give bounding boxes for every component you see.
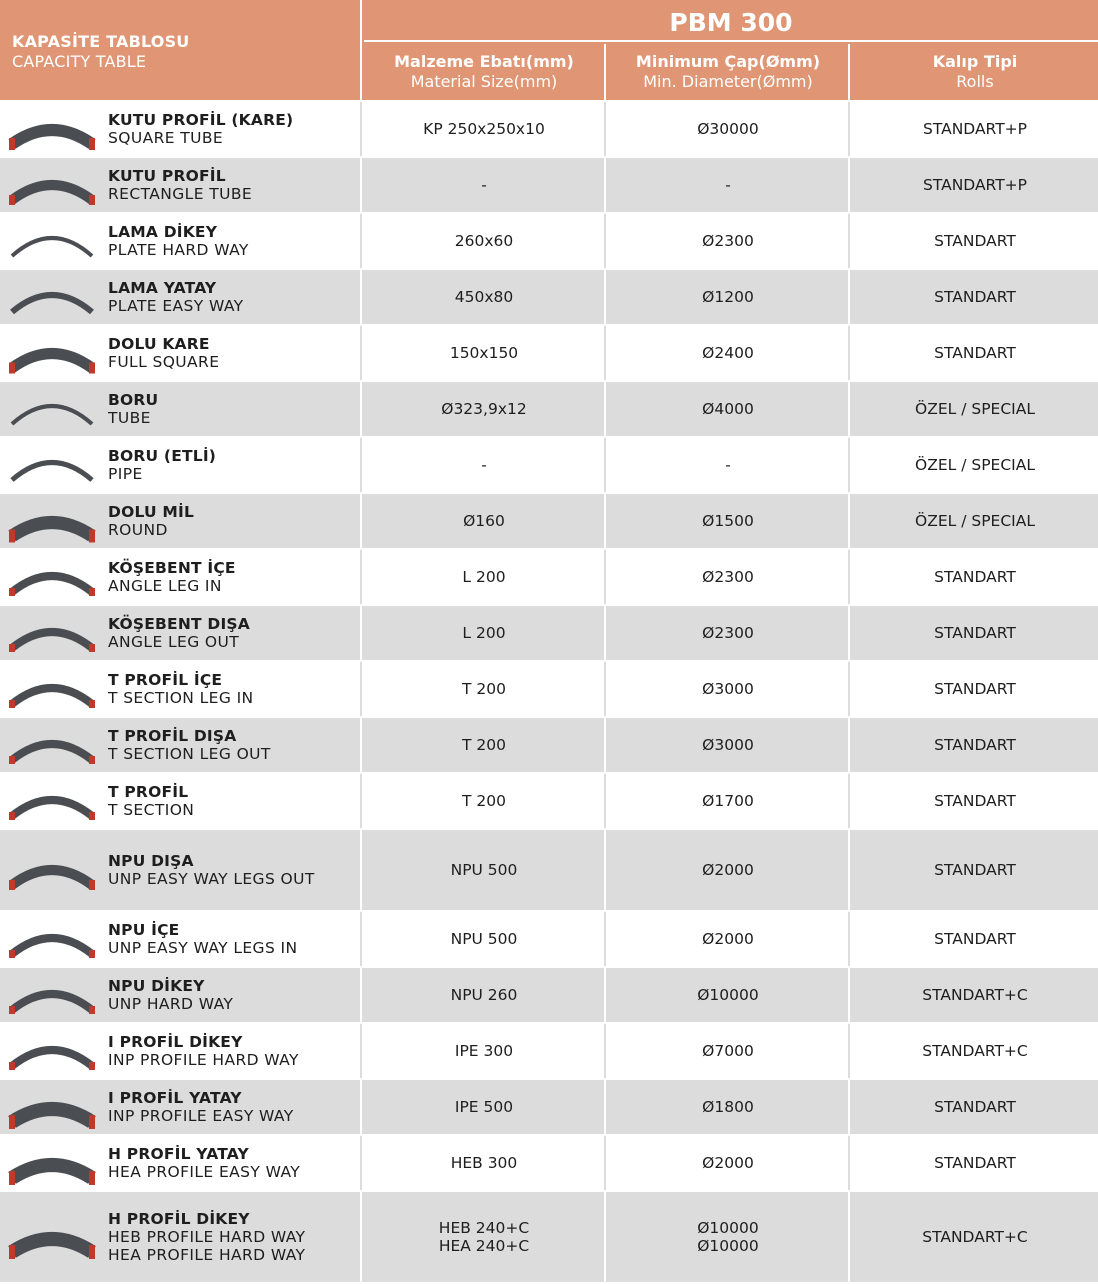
profile-cell: [0, 662, 362, 716]
profile-name-tr: T PROFİL: [108, 783, 189, 801]
profile-name-tr: NPU DİKEY: [108, 977, 205, 995]
table-title-tr: KAPASİTE TABLOSU: [12, 32, 190, 51]
profile-name-en: HEA PROFILE EASY WAY: [108, 1163, 301, 1181]
profile-cell: [0, 438, 362, 492]
rolls-cell-value: STANDART: [934, 792, 1016, 810]
rolls-cell: [852, 1080, 1098, 1134]
rectangle-tube-icon: [8, 162, 96, 208]
rolls-cell-value: STANDART: [934, 568, 1016, 586]
profile-cell: [0, 718, 362, 772]
material-size-cell: [364, 774, 606, 828]
profile-name-en: UNP HARD WAY: [108, 995, 234, 1013]
profile-cell: [0, 830, 362, 910]
profile-name-tr: KÖŞEBENT DIŞA: [108, 615, 250, 633]
material-size-cell: [364, 662, 606, 716]
rolls-cell: [852, 606, 1098, 660]
hea-easy-way-icon: [8, 1140, 96, 1186]
rolls-cell: [852, 382, 1098, 436]
profile-labels: [108, 1210, 305, 1264]
material-size-cell-value: 450x80: [454, 288, 514, 306]
min-diameter-cell: [608, 1080, 850, 1134]
profile-name-en: PLATE EASY WAY: [108, 297, 244, 315]
material-size-cell-value: HEB 300: [450, 1154, 518, 1172]
table-row: [0, 382, 1098, 438]
table-row: [0, 774, 1098, 830]
profile-name-tr: T PROFİL İÇE: [108, 671, 223, 689]
material-size-cell: [364, 214, 606, 268]
square-tube-icon: [8, 106, 96, 152]
t-section-leg-in-icon: [8, 666, 96, 712]
inp-hard-way-icon: [8, 1028, 96, 1074]
profile-name-tr: NPU DIŞA: [108, 852, 194, 870]
material-size-cell-value: NPU 500: [450, 861, 518, 879]
profile-cell: [0, 382, 362, 436]
profile-cell: [0, 270, 362, 324]
profile-name-en: INP PROFILE EASY WAY: [108, 1107, 294, 1125]
profile-name-tr: DOLU MİL: [108, 503, 195, 521]
profile-labels: [108, 335, 219, 371]
min-diameter-cell: [608, 718, 850, 772]
profile-name-en: INP PROFILE HARD WAY: [108, 1051, 299, 1069]
material-size-cell: [364, 912, 606, 966]
table-row: [0, 912, 1098, 968]
profile-name-tr: H PROFİL YATAY: [108, 1145, 249, 1163]
material-size-cell: [364, 1024, 606, 1078]
material-size-cell: [364, 968, 606, 1022]
profile-name-tr: KUTU PROFİL: [108, 167, 226, 185]
min-diameter-cell-value: Ø10000: [697, 986, 759, 1004]
rolls-cell-value: ÖZEL / SPECIAL: [915, 400, 1035, 418]
material-size-cell-value: IPE 500: [454, 1098, 514, 1116]
column-header-min-diameter-tr: Minimum Çap(Ømm): [635, 52, 821, 71]
rolls-cell-value: STANDART+C: [922, 986, 1028, 1004]
rolls-cell-value: STANDART: [934, 1098, 1016, 1116]
material-size-cell: [364, 606, 606, 660]
min-diameter-cell-value: Ø3000: [702, 736, 754, 754]
material-size-cell: [364, 326, 606, 380]
profile-cell: [0, 1080, 362, 1134]
table-row: [0, 662, 1098, 718]
table-row: [0, 830, 1098, 912]
rolls-cell: [852, 718, 1098, 772]
rolls-cell: [852, 968, 1098, 1022]
table-row: [0, 438, 1098, 494]
table-title-en: CAPACITY TABLE: [12, 52, 147, 71]
rolls-cell-value: STANDART: [934, 232, 1016, 250]
rolls-cell-value: STANDART: [934, 1154, 1016, 1172]
column-header-material-size-tr: Malzeme Ebatı(mm): [394, 52, 574, 71]
min-diameter-cell-value: Ø2300: [702, 568, 754, 586]
unp-hard-way-icon: [8, 972, 96, 1018]
profile-labels: [108, 727, 271, 763]
profile-labels: [108, 783, 194, 819]
min-diameter-cell-value: Ø1200: [702, 288, 754, 306]
profile-name-tr: LAMA YATAY: [108, 279, 217, 297]
profile-name-tr: I PROFİL YATAY: [108, 1089, 242, 1107]
min-diameter-cell-value: Ø7000: [702, 1042, 754, 1060]
rolls-cell: [852, 438, 1098, 492]
profile-name-tr: DOLU KARE: [108, 335, 210, 353]
min-diameter-cell: [608, 968, 850, 1022]
material-size-cell-value: NPU 500: [450, 930, 518, 948]
material-size-cell-value: L 200: [462, 624, 506, 642]
profile-labels: [108, 852, 315, 888]
material-size-cell: [364, 718, 606, 772]
material-size-cell: [364, 830, 606, 910]
min-diameter-cell-value: -: [725, 456, 731, 474]
min-diameter-cell: [608, 158, 850, 212]
min-diameter-cell-value: Ø2000: [702, 1154, 754, 1172]
min-diameter-cell-value: Ø2400: [702, 344, 754, 362]
profile-name-en: PIPE: [108, 465, 143, 483]
rolls-cell: [852, 774, 1098, 828]
column-header-min-diameter: [608, 44, 850, 100]
rolls-cell-value: STANDART+P: [922, 120, 1027, 138]
plate-easy-way-icon: [8, 274, 96, 320]
column-header-material-size-en: Material Size(mm): [410, 72, 558, 91]
angle-leg-in-icon: [8, 554, 96, 600]
rolls-cell: [852, 214, 1098, 268]
profile-cell: [0, 912, 362, 966]
profile-labels: [108, 279, 244, 315]
rolls-cell: [852, 550, 1098, 604]
profile-name-tr: KUTU PROFİL (KARE): [108, 111, 294, 129]
t-section-leg-out-icon: [8, 722, 96, 768]
material-size-cell: [364, 494, 606, 548]
material-size-cell: [364, 102, 606, 156]
material-size-cell-value: Ø160: [463, 512, 505, 530]
material-size-cell-value: 260x60: [454, 232, 514, 250]
rolls-cell-value: STANDART+P: [922, 176, 1027, 194]
profile-cell: [0, 1192, 362, 1282]
profile-name-en: UNP EASY WAY LEGS OUT: [108, 870, 315, 888]
material-size-cell-value: IPE 300: [454, 1042, 514, 1060]
table-row: [0, 718, 1098, 774]
pipe-icon: [8, 442, 96, 488]
min-diameter-cell-value: Ø4000: [702, 400, 754, 418]
rolls-cell-value: STANDART: [934, 930, 1016, 948]
min-diameter-cell-value: Ø2000: [702, 930, 754, 948]
profile-name-en: T SECTION LEG IN: [108, 689, 254, 707]
material-size-cell: [364, 438, 606, 492]
min-diameter-cell-value: Ø3000: [702, 680, 754, 698]
profile-cell: [0, 494, 362, 548]
min-diameter-cell-value: -: [725, 176, 731, 194]
profile-cell: [0, 158, 362, 212]
profile-name-en: ANGLE LEG IN: [108, 577, 222, 595]
inp-easy-way-icon: [8, 1084, 96, 1130]
table-row: [0, 270, 1098, 326]
material-size-cell-value: Ø323,9x12: [441, 400, 527, 418]
profile-name-en: UNP EASY WAY LEGS IN: [108, 939, 298, 957]
material-size-cell: [364, 158, 606, 212]
unp-legs-in-icon: [8, 916, 96, 962]
material-size-cell-value: L 200: [462, 568, 506, 586]
material-size-cell-value: -: [481, 176, 487, 194]
table-row: [0, 1192, 1098, 1284]
min-diameter-cell: [608, 830, 850, 910]
min-diameter-cell-value: Ø2300: [702, 624, 754, 642]
table-row: [0, 1136, 1098, 1192]
profile-name-en: T SECTION: [108, 801, 195, 819]
profile-name-tr: BORU (ETLİ): [108, 447, 217, 465]
min-diameter-cell: [608, 1136, 850, 1190]
rolls-cell: [852, 102, 1098, 156]
profile-cell: [0, 214, 362, 268]
profile-name-en: SQUARE TUBE: [108, 129, 224, 147]
profile-cell: [0, 550, 362, 604]
rolls-cell: [852, 494, 1098, 548]
min-diameter-cell-value: Ø2300: [702, 232, 754, 250]
material-size-cell: [364, 1192, 606, 1282]
full-square-icon: [8, 330, 96, 376]
min-diameter-cell: [608, 1024, 850, 1078]
material-size-cell-value: T 200: [462, 736, 506, 754]
tube-icon: [8, 386, 96, 432]
profile-labels: [108, 1089, 294, 1125]
rolls-cell: [852, 830, 1098, 910]
min-diameter-cell: [608, 912, 850, 966]
column-header-material-size: [364, 44, 606, 100]
plate-hard-way-icon: [8, 218, 96, 264]
rolls-cell-value: STANDART: [934, 680, 1016, 698]
rolls-cell-value: STANDART+C: [922, 1228, 1028, 1246]
rolls-cell: [852, 1024, 1098, 1078]
min-diameter-cell: [608, 662, 850, 716]
material-size-cell-value: NPU 260: [450, 986, 518, 1004]
min-diameter-cell: [608, 214, 850, 268]
rolls-cell-value: STANDART+C: [922, 1042, 1028, 1060]
min-diameter-cell: [608, 438, 850, 492]
material-size-cell-value: HEA 240+C: [438, 1237, 530, 1255]
rolls-cell: [852, 1136, 1098, 1190]
min-diameter-cell-value: Ø10000: [697, 1219, 759, 1237]
min-diameter-cell-value: Ø1800: [702, 1098, 754, 1116]
table-row: [0, 326, 1098, 382]
rolls-cell-value: STANDART: [934, 624, 1016, 642]
table-row: [0, 158, 1098, 214]
rolls-cell: [852, 1192, 1098, 1282]
profile-cell: [0, 102, 362, 156]
profile-name-en: FULL SQUARE: [108, 353, 220, 371]
min-diameter-cell: [608, 494, 850, 548]
material-size-cell-value: T 200: [462, 680, 506, 698]
profile-name-en: RECTANGLE TUBE: [108, 185, 253, 203]
material-size-cell: [364, 1080, 606, 1134]
rolls-cell-value: STANDART: [934, 736, 1016, 754]
profile-name-tr: T PROFİL DIŞA: [108, 727, 237, 745]
profile-name-en: PLATE HARD WAY: [108, 241, 249, 259]
profile-name-en: ROUND: [108, 521, 168, 539]
profile-name-tr: NPU İÇE: [108, 921, 180, 939]
round-bar-icon: [8, 498, 96, 544]
rolls-cell: [852, 912, 1098, 966]
table-row: [0, 606, 1098, 662]
table-row: [0, 1024, 1098, 1080]
profile-name-en: T SECTION LEG OUT: [108, 745, 271, 763]
table-row: [0, 1080, 1098, 1136]
rolls-cell-value: ÖZEL / SPECIAL: [915, 456, 1035, 474]
heb-hard-way-icon: [8, 1214, 96, 1260]
profile-labels: [108, 615, 250, 651]
rolls-cell: [852, 662, 1098, 716]
profile-labels: [108, 1033, 299, 1069]
profile-name-en: TUBE: [108, 409, 151, 427]
profile-labels: [108, 391, 158, 427]
material-size-cell-value: T 200: [462, 792, 506, 810]
profile-labels: [108, 921, 298, 957]
profile-labels: [108, 223, 249, 259]
profile-labels: [108, 167, 252, 203]
material-size-cell-value: 150x150: [449, 344, 519, 362]
table-header: [0, 0, 1098, 102]
profile-labels: [108, 447, 216, 483]
profile-labels: [108, 671, 254, 707]
min-diameter-cell: [608, 270, 850, 324]
profile-labels: [108, 1145, 300, 1181]
rolls-cell: [852, 326, 1098, 380]
min-diameter-cell: [608, 382, 850, 436]
rolls-cell-value: STANDART: [934, 288, 1016, 306]
profile-name-tr: I PROFİL DİKEY: [108, 1033, 243, 1051]
profile-labels: [108, 977, 233, 1013]
min-diameter-cell: [608, 102, 850, 156]
material-size-cell-value: KP 250x250x10: [423, 120, 545, 138]
table-title: [0, 0, 362, 100]
material-size-cell: [364, 550, 606, 604]
rolls-cell: [852, 270, 1098, 324]
profile-name-tr: BORU: [108, 391, 159, 409]
profile-labels: [108, 559, 236, 595]
min-diameter-cell: [608, 550, 850, 604]
material-size-cell-value: HEB 240+C: [438, 1219, 530, 1237]
min-diameter-cell-value: Ø30000: [697, 120, 759, 138]
rolls-cell-value: ÖZEL / SPECIAL: [915, 512, 1035, 530]
column-header-rolls-en: Rolls: [956, 72, 994, 91]
table-row: [0, 102, 1098, 158]
material-size-cell: [364, 1136, 606, 1190]
table-row: [0, 550, 1098, 606]
profile-cell: [0, 774, 362, 828]
profile-name-tr: KÖŞEBENT İÇE: [108, 559, 236, 577]
min-diameter-cell: [608, 1192, 850, 1282]
material-size-cell: [364, 270, 606, 324]
profile-name-en: ANGLE LEG OUT: [108, 633, 240, 651]
table-row: [0, 968, 1098, 1024]
profile-name-en: HEA PROFILE HARD WAY: [108, 1246, 306, 1264]
profile-cell: [0, 968, 362, 1022]
table-row: [0, 214, 1098, 270]
min-diameter-cell-value: Ø2000: [702, 861, 754, 879]
material-size-cell: [364, 382, 606, 436]
min-diameter-cell-value: Ø1700: [702, 792, 754, 810]
min-diameter-cell-value: Ø1500: [702, 512, 754, 530]
rolls-cell-value: STANDART: [934, 861, 1016, 879]
column-header-rolls: [852, 44, 1098, 100]
profile-name-tr: H PROFİL DİKEY: [108, 1210, 250, 1228]
profile-cell: [0, 606, 362, 660]
column-header-rolls-tr: Kalıp Tipi: [932, 52, 1018, 71]
min-diameter-cell-value: Ø10000: [697, 1237, 759, 1255]
material-size-cell-value: -: [481, 456, 487, 474]
table-row: [0, 494, 1098, 550]
profile-cell: [0, 1136, 362, 1190]
min-diameter-cell: [608, 606, 850, 660]
min-diameter-cell: [608, 326, 850, 380]
rolls-cell-value: STANDART: [934, 344, 1016, 362]
profile-cell: [0, 1024, 362, 1078]
unp-legs-out-icon: [8, 847, 96, 893]
profile-labels: [108, 503, 194, 539]
rolls-cell: [852, 158, 1098, 212]
profile-labels: [108, 111, 293, 147]
t-section-icon: [8, 778, 96, 824]
min-diameter-cell: [608, 774, 850, 828]
angle-leg-out-icon: [8, 610, 96, 656]
model-name: PBM 300: [364, 0, 1098, 42]
profile-name-en: HEB PROFILE HARD WAY: [108, 1228, 306, 1246]
column-header-min-diameter-en: Min. Diameter(Ømm): [643, 72, 813, 91]
profile-name-tr: LAMA DİKEY: [108, 223, 218, 241]
profile-cell: [0, 326, 362, 380]
